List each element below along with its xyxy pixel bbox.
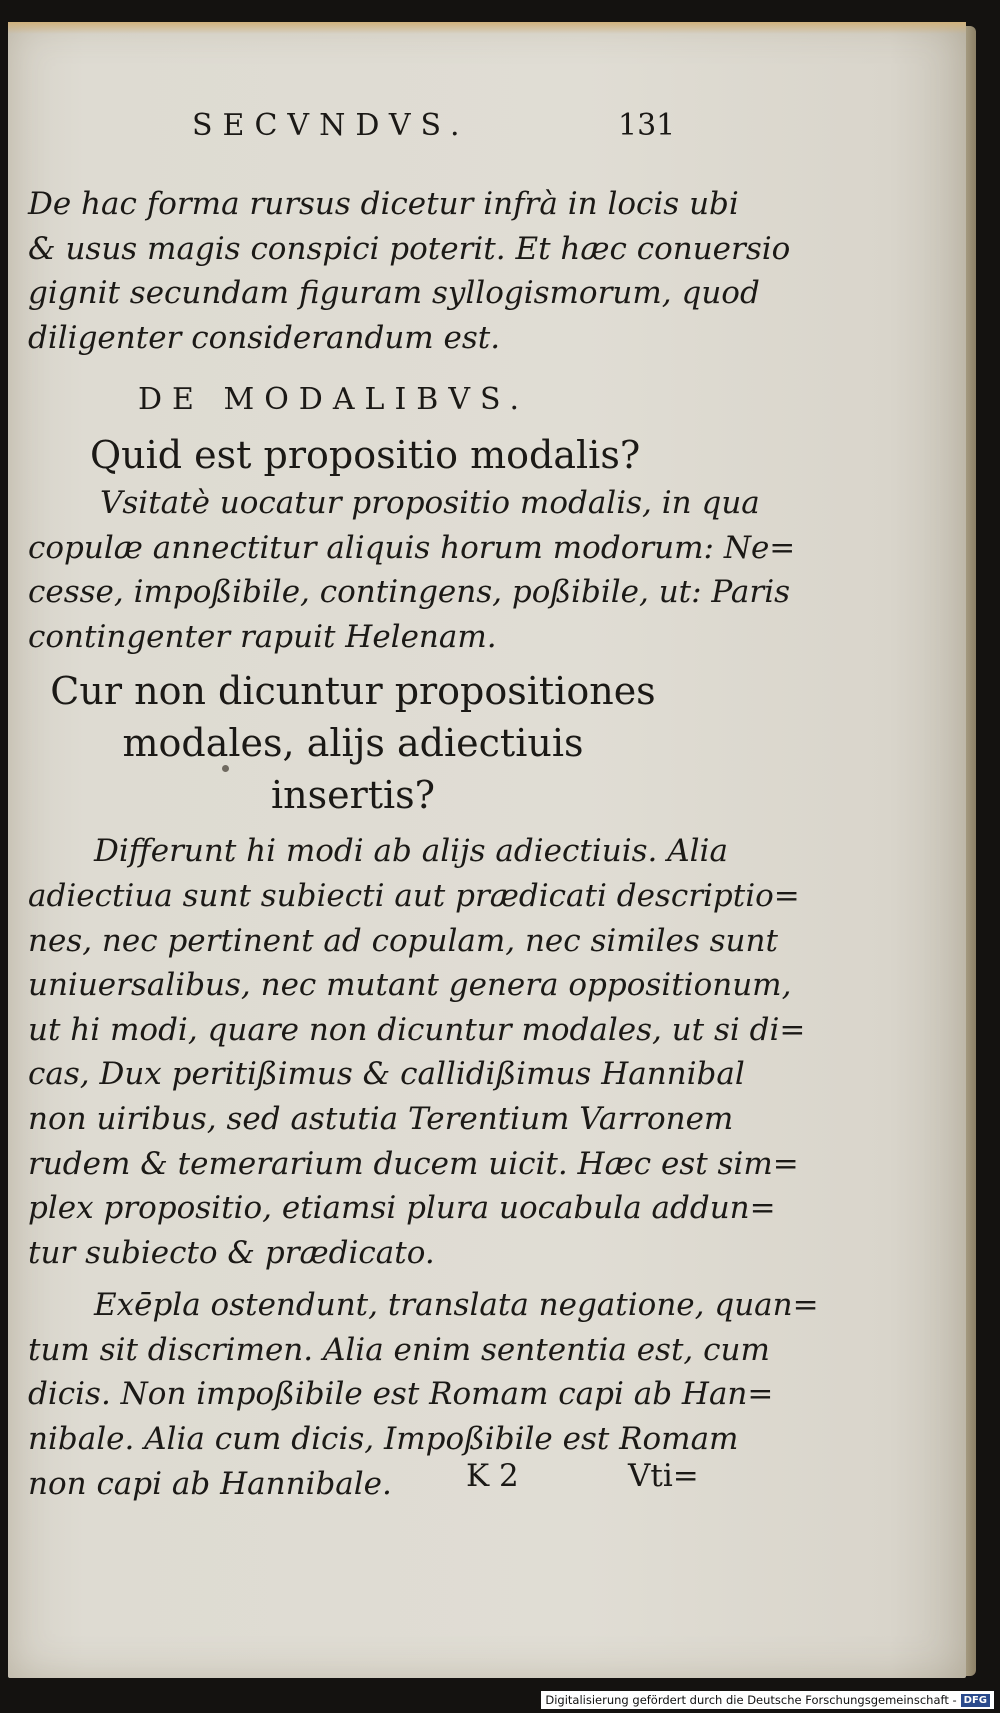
- text-line: & usus magis conspici poterit. Et hæc conuersio: [28, 230, 791, 267]
- text-line: nibale. Alia cum dicis, Impoßibile est Romam: [28, 1421, 739, 1458]
- digitization-footer: [541, 1691, 994, 1709]
- ink-spot: [222, 765, 229, 772]
- text-line: plex propositio, etiamsi plura uocabula addun=: [28, 1190, 776, 1227]
- text-line: non uiribus, sed astutia Terentium Varronem: [28, 1100, 734, 1137]
- text-line: Vsitatè uocatur propositio modalis, in qua: [100, 484, 760, 521]
- page-text: [28, 110, 819, 1506]
- text-line: uniuersalibus, nec mutant genera oppositionum,: [28, 967, 792, 1004]
- page-number: 131: [618, 108, 676, 143]
- text-line: gignit secundam figuram syllogismorum, quod: [28, 275, 760, 312]
- text-line: cesse, impoßibile, contingens, poßibile, ut: Paris: [28, 574, 791, 611]
- answer-2: [28, 829, 806, 1275]
- question-line: insertis?: [270, 773, 436, 818]
- text-line: contingenter rapuit Helenam.: [28, 618, 497, 655]
- paragraph-1: [28, 182, 791, 360]
- question-heading-2: [28, 665, 678, 821]
- question-line: modales, alijs adiectiuis: [122, 721, 584, 766]
- text-line: ut hi modi, quare non dicuntur modales, ut si di=: [28, 1011, 806, 1048]
- question-line: Cur non dicuntur propositiones: [50, 669, 656, 714]
- text-line: rudem & temerarium ducem uicit. Hæc est sim=: [28, 1145, 799, 1182]
- running-head: SECVNDVS.: [192, 108, 470, 143]
- signature-mark: K 2: [466, 1458, 519, 1494]
- text-line: tur subiecto & prædicato.: [28, 1234, 435, 1271]
- text-line: Differunt hi modi ab alijs adiectiuis. Alia: [94, 833, 728, 870]
- answer-1: [28, 481, 796, 659]
- text-line: cas, Dux peritißimus & callidißimus Hannibal: [28, 1056, 745, 1093]
- text-line: tum sit discrimen. Alia enim sententia est, cum: [28, 1331, 770, 1368]
- text-line: nes, nec pertinent ad copulam, nec similes sunt: [28, 922, 778, 959]
- text-line: dicis. Non impoßibile est Romam capi ab Han=: [28, 1376, 774, 1413]
- catchword: Vti=: [628, 1458, 699, 1494]
- section-heading: DE MODALIBVS.: [138, 382, 530, 418]
- text-line: Exēpla ostendunt, translata negatione, quan=: [94, 1287, 819, 1324]
- footer-text: Digitalisierung gefördert durch die Deutsche Forschungsgemeinschaft -: [545, 1693, 957, 1707]
- dfg-logo-icon: DFG: [961, 1694, 990, 1707]
- text-line: copulæ annectitur aliquis horum modorum: Ne=: [28, 529, 796, 566]
- text-line: adiectiua sunt subiecti aut prædicati descriptio=: [28, 877, 800, 914]
- answer-3: [28, 1283, 819, 1506]
- question-heading: Quid est propositio modalis?: [90, 432, 641, 477]
- text-line: diligenter considerandum est.: [28, 319, 501, 356]
- text-line: De hac forma rursus dicetur infrà in locis ubi: [28, 186, 739, 222]
- text-line: non capi ab Hannibale.: [28, 1465, 392, 1502]
